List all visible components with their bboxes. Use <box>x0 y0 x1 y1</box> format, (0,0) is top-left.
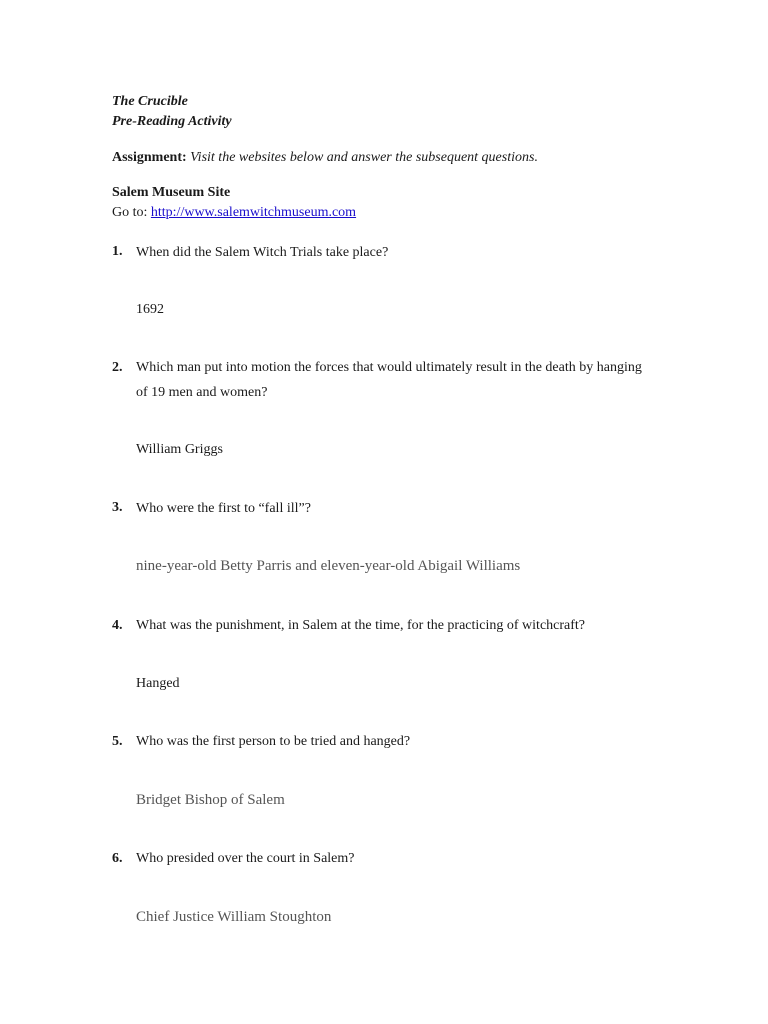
question-number: 2. <box>112 360 123 375</box>
question-text: Which man put into motion the forces that would ultimately result in the death by hanging of 19 men and women? <box>136 360 642 400</box>
document-title: The Crucible <box>112 94 188 109</box>
answer-text: Hanged <box>136 676 180 691</box>
answer-text: 1692 <box>136 302 164 317</box>
question-text: Who was the first person to be tried and hanged? <box>136 734 411 749</box>
assignment-label: Assignment: <box>112 150 187 165</box>
assignment-line <box>112 149 538 167</box>
question-text: Who presided over the court in Salem? <box>136 851 355 866</box>
question-number: 5. <box>112 734 123 749</box>
question-number: 1. <box>112 244 123 259</box>
answer-text: nine-year-old Betty Parris and eleven-year-old Abigail Williams <box>136 558 521 574</box>
answer-text: William Griggs <box>136 442 223 457</box>
section-title: Salem Museum Site <box>112 185 231 200</box>
assignment-text: Visit the websites below and answer the subsequent questions. <box>190 150 538 165</box>
question-text: Who were the first to “fall ill”? <box>136 501 311 516</box>
answer-text: Chief Justice William Stoughton <box>136 909 332 925</box>
question-number: 6. <box>112 851 123 866</box>
question-text: When did the Salem Witch Trials take place? <box>136 245 389 260</box>
answer-text: Bridget Bishop of Salem <box>136 792 285 808</box>
museum-link[interactable]: http://www.salemwitchmuseum.com <box>150 205 357 220</box>
question-text: What was the punishment, in Salem at the time, for the practicing of witchcraft? <box>136 618 586 633</box>
document-subtitle: Pre-Reading Activity <box>112 114 232 129</box>
goto-prefix: Go to: <box>112 205 151 220</box>
goto-line <box>112 204 356 222</box>
question-number: 4. <box>112 618 123 633</box>
question-number: 3. <box>112 500 123 515</box>
